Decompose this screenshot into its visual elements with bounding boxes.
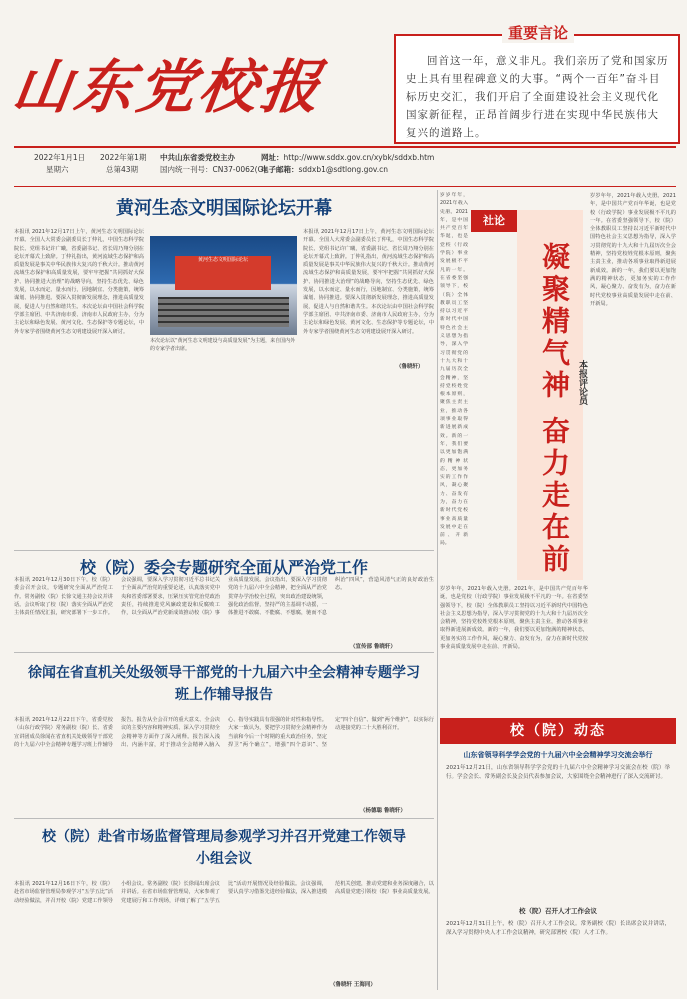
issue-info-bar bbox=[14, 146, 676, 187]
editorial-body-upper-right: 岁岁年年，2021年载入史册。2021年，是中国共产党百年华诞，也是党校（行政学院）事业发展极不平凡的一年。在省委坚强领导下，校（院）全体教职员工坚持以习近平新时代中国特色社会主义思想为指导，深入学习贯彻党的十九大和十九届历次全会精神，坚持党校姓党根本原则，聚焦主责主业，推动各项事业取得新进展新成效。新的一年，我们要以更加饱满的精神状态，更加务实的工作作风，凝心聚力、奋发有为，奋力在新时代党校事业高质量发展中走在前、开新局。 bbox=[590, 193, 676, 307]
issue-total: 总第43期 bbox=[106, 165, 139, 174]
editorial-title-panel bbox=[517, 210, 583, 580]
school-news-item-2-title: 校（院）召开人才工作会议 bbox=[519, 907, 597, 915]
article-1-body-right: 本报讯 2021年12月17日上午，黄河生态文明国际论坛开幕。全国人大常委会副委员长丁仲礼，中国生态科学院院长、党组书记许广曦，省委副书记、省长周乃翔分别在论坛开幕式上致辞。丁仲礼指出，黄河流域生态保护和高质量发展是事关中华民族伟大复兴的千秋大计。推动黄河流域生态保护和高质量发展，要牢牢把握“共同抓好大保护、协同推进大治理”的战略导向，坚持生态优先、绿色发展，以水而定、量水而行，因地制宜、分类施策，统筹谋划、协同推进。要深入贯彻新发展理念，推进高质量发展，促进人与自然和谐共生。本次论坛由中国社会科学院学部主席团、中共济南市委、济南市人民政府主办，分为主论坛和绿色发展、黄河文化、生态保护等专题论坛，中外专家学者围绕黄河生态文明建设展开深入研讨。 bbox=[303, 229, 434, 335]
important-quote-box bbox=[394, 24, 680, 144]
website-label: 网址： bbox=[261, 153, 284, 162]
editorial-title: 凝聚精气神 奋力走在前 bbox=[538, 242, 571, 576]
issue-date: 2022年1月1日 bbox=[34, 153, 86, 162]
school-news-item-1-title: 山东省领导科学学会党的十九届六中全会精神学习交流会举行 bbox=[463, 751, 653, 759]
article-3-author: （杨德聪 鲁晓轩） bbox=[360, 808, 406, 814]
email-link[interactable]: sddxb1@sdtlong.gov.cn bbox=[298, 165, 389, 174]
photo-caption: 本次论坛以“黄河生态文明建设与高质量发展”为主题，来自国内外的专家学者出席。 bbox=[150, 338, 296, 352]
school-news-item-1-body: 2021年12月21日，山东省领导科学学会党的十九届六中全会精神学习交流会在校（院）举行。学会会长、常务副会长及会员代表参加会议，大家围绕全会精神进行了深入交流研讨。 bbox=[446, 765, 670, 780]
audience-rows bbox=[158, 297, 289, 327]
column-divider bbox=[437, 190, 438, 990]
article-1-body-left: 本报讯 2021年12月17日上午，黄河生态文明国际论坛开幕。全国人大常委会副委员长丁仲礼，中国生态科学院院长、党组书记许广曦，省委副书记、省长周乃翔分别在论坛开幕式上致辞。丁仲礼指出，黄河流域生态保护和高质量发展是事关中华民族伟大复兴的千秋大计。推动黄河流域生态保护和高质量发展，要牢牢把握“共同抓好大保护、协同推进大治理”的战略导向，坚持生态优先、绿色发展，以水而定、量水而行，因地制宜、分类施策，统筹谋划、协同推进。要深入贯彻新发展理念，推进高质量发展，促进人与自然和谐共生。本次论坛由中国社会科学院学部主席团、中共济南市委、济南市人民政府主办，分为主论坛和绿色发展、黄河文化、生态保护等专题论坛，中外专家学者围绕黄河生态文明建设展开深入研讨。 bbox=[14, 229, 144, 335]
divider-3 bbox=[14, 818, 434, 819]
conference-photo bbox=[150, 236, 297, 335]
email-label: 电子邮箱： bbox=[261, 165, 299, 174]
masthead bbox=[8, 18, 374, 136]
article-2-body: 本报讯 2021年12月30日下午，校（院）委会召开会议，专题研究全面从严治党工作。常务副校（院）长徐文通主持会议并讲话。会议听取了校（院）落实全面从严治党主体责任情况汇报，研究部署下一步工作。会议强调，要深入学习贯彻习近平总书记关于全面从严治党的重要论述，认真落实党中央和省委部署要求，压紧压实管党治党政治责任，持续推进党风廉政建设和反腐败工作，以全面从严治党新成效推动校（院）事业高质量发展。会议指出，要深入学习贯彻党的十九届六中全会精神，把全面从严治党贯穿办学治校全过程，突出政治建设统领，强化政治监督，坚持严的主基调不动摇，一体推进不敢腐、不能腐、不想腐，驰而不息纠治“四风”，营造风清气正的良好政治生态。 bbox=[14, 577, 434, 617]
school-news-item-2-body: 2021年12月31日上午，校（院）召开人才工作会议。常务副校（院）长出席会议并讲话，深入学习贯彻中央人才工作会议精神，研究部署校（院）人才工作。 bbox=[446, 921, 670, 936]
sponsor-text: 中共山东省委党校主办 bbox=[160, 153, 235, 162]
editorial-byline: 本报评论员 bbox=[577, 360, 587, 405]
important-quote-text: 回首这一年，意义非凡。我们亲历了党和国家历史上具有里程碑意义的大事。“两个一百年”奋斗目标历史交汇，我们开启了全面建设社会主义现代化国家新征程，正昂首阔步行进在实现中华民族伟大复兴的道路上。 bbox=[406, 55, 669, 139]
divider-1 bbox=[14, 550, 434, 551]
masthead-title: 山东党校报 bbox=[8, 53, 329, 121]
article-3-body: 本报讯 2021年12月22日下午，省委党校（山东行政学院）常务副校（院）长、省委宣讲团成员徐闻在省直机关处级领导干部党的十九届六中全会精神专题学习班上作辅导报告。报告从全会召开的重大意义、全会决议的主要内容和精神实质、深入学习贯彻全会精神等方面作了深入阐释。报告深入浅出、内涵丰富，对于推动全会精神入脑入心、指导实践具有很强的针对性和指导性。大家一致认为，要把学习贯彻全会精神作为当前和今后一个时期的重大政治任务，坚定捍卫“两个确立”，增强“四个意识”、坚定“四个自信”、做到“两个维护”，以实际行动迎接党的二十大胜利召开。 bbox=[14, 717, 434, 748]
school-news-heading: 校（院）动态 bbox=[440, 718, 676, 744]
article-4-body: 本报讯 2021年12月16日下午，校（院）赴省市场监督管理局参观学习“五学五比”活动经验做法，并召开校（院）党建工作领导小组会议。常务副校（院）长徐闻出席会议并讲话。在省市场监督管理局，大家参观了党建展厅和工作现场，详细了解了“五学五比”活动开展情况及经验做法。会议强调，要认真学习借鉴先进经验做法，深入推进模范机关创建，推动党建和业务深度融合，以高质量党建引领校（院）事业高质量发展。 bbox=[14, 881, 434, 904]
article-1-title: 黄河生态文明国际论坛开幕 bbox=[116, 198, 332, 219]
article-4-title: 校（院）赴省市场监督管理局参观学习并召开党建工作领导小组会议 bbox=[42, 829, 406, 867]
conference-photo-screen: 黄河生态文明国际论坛 bbox=[175, 256, 271, 290]
divider-2 bbox=[14, 652, 434, 653]
article-1-author: （鲁晓轩） bbox=[396, 364, 424, 370]
article-4-author: （鲁晓轩 王海同） bbox=[330, 982, 376, 988]
editorial-tag: 社论 bbox=[471, 210, 517, 232]
article-3-title: 徐闻在省直机关处级领导干部党的十九届六中全会精神专题学习班上作辅导报告 bbox=[28, 665, 420, 703]
important-quote-heading: 重要言论 bbox=[502, 22, 574, 43]
editorial-body-lower: 岁岁年年，2021年载入史册。2021年，是中国共产党百年华诞，也是党校（行政学院）事业发展极不平凡的一年。在省委坚强领导下，校（院）全体教职员工坚持以习近平新时代中国特色社会主义思想为指导，深入学习贯彻党的十九大和十九届历次全会精神，坚持党校姓党根本原则，聚焦主责主业，推动各项事业取得新进展新成效。新的一年，我们要以更加饱满的精神状态，更加务实的工作作风，凝心聚力、奋发有为，奋力在新时代党校事业高质量发展中走在前、开新局。 bbox=[440, 586, 588, 651]
editorial-body-left: 岁岁年年，2021年载入史册。2021年，是中国共产党百年华诞，也是党校（行政学院）事业发展极不平凡的一年。在省委坚强领导下，校（院）全体教职员工坚持以习近平新时代中国特色社会主义思想为指导，深入学习贯彻党的十九大和十九届历次全会精神，坚持党校姓党根本原则，聚焦主责主业，推动各项事业取得新进展新成效。新的一年，我们要以更加饱满的精神状态，更加务实的工作作风，凝心聚力、奋发有为，奋力在新时代党校事业高质量发展中走在前、开新局。 bbox=[440, 193, 468, 547]
issue-number: 2022年第1期 bbox=[100, 153, 147, 162]
cn-number: 国内统一刊号：CN37-0062(G) bbox=[160, 165, 267, 174]
website-link[interactable]: http://www.sddx.gov.cn/xybk/sddxb.htm bbox=[283, 153, 435, 162]
article-2-title: 校（院）委会专题研究全面从严治党工作 bbox=[79, 558, 368, 577]
issue-weekday: 星期六 bbox=[46, 165, 69, 174]
article-2-author: （宣传部 鲁晓轩） bbox=[350, 644, 396, 650]
